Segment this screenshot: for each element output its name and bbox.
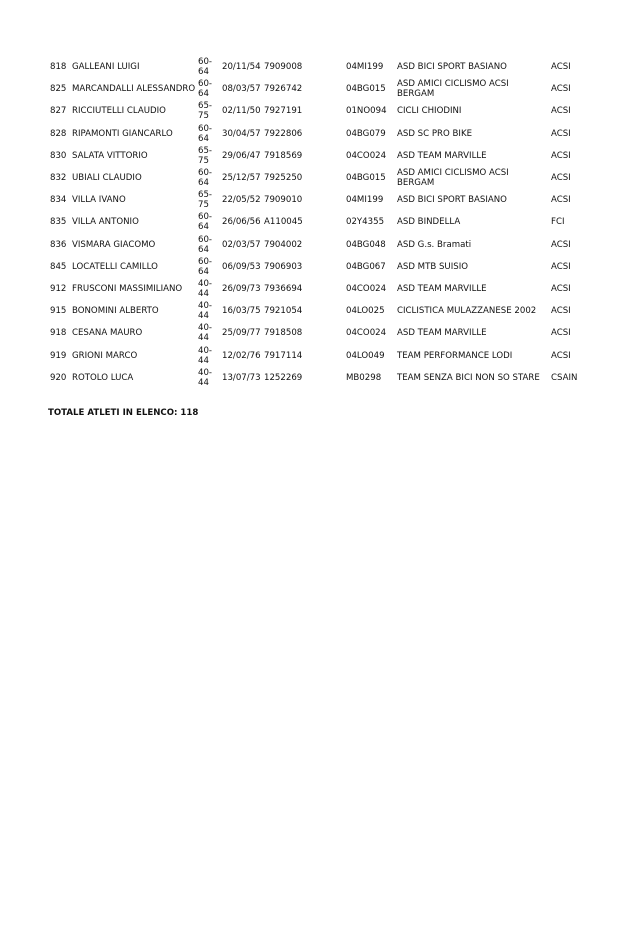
table-row	[0, 278, 630, 300]
card-number: 7909010	[264, 195, 303, 206]
table-row	[0, 123, 630, 145]
table-row	[0, 344, 630, 366]
athlete-number: 918	[50, 328, 67, 339]
team-code: 04BG048	[346, 239, 386, 250]
organization: ACSI	[551, 106, 571, 117]
card-number: A110045	[264, 217, 303, 228]
athlete-number: 830	[50, 150, 67, 161]
team-code: 01NO094	[346, 106, 387, 117]
team-name: TEAM PERFORMANCE LODI	[397, 350, 513, 361]
athlete-number: 915	[50, 306, 67, 317]
card-number: 7904002	[264, 239, 303, 250]
athlete-name: VISMARA GIACOMO	[72, 239, 156, 250]
athlete-number: 912	[50, 283, 67, 294]
table-row	[0, 145, 630, 167]
team-code: MB0298	[346, 372, 382, 383]
card-number: 7936694	[264, 283, 303, 294]
table-row	[0, 234, 630, 256]
birth-date: 02/03/57	[222, 239, 261, 250]
team-name: ASD MTB SUISIO	[397, 261, 469, 272]
card-number: 7917114	[264, 350, 303, 361]
card-number: 7922806	[264, 128, 303, 139]
total-athletes: TOTALE ATLETI IN ELENCO: 118	[48, 408, 199, 418]
athlete-number: 834	[50, 195, 67, 206]
organization: ACSI	[551, 328, 571, 339]
table-row	[0, 167, 630, 189]
category: 40- 44	[198, 278, 213, 299]
organization: FCI	[551, 217, 565, 228]
category: 60- 64	[198, 123, 213, 144]
organization: ACSI	[551, 84, 571, 95]
birth-date: 25/09/77	[222, 328, 261, 339]
team-name: ASD AMICI CICLISMO ACSI BERGAM	[397, 79, 509, 100]
organization: ACSI	[551, 261, 571, 272]
category: 60- 64	[198, 212, 213, 233]
athlete-name: VILLA IVANO	[72, 195, 126, 206]
team-code: 04BG015	[346, 84, 386, 95]
athlete-number: 827	[50, 106, 67, 117]
table-row	[0, 56, 630, 78]
birth-date: 22/05/52	[222, 195, 261, 206]
birth-date: 16/03/75	[222, 306, 261, 317]
athlete-number: 832	[50, 173, 67, 184]
birth-date: 13/07/73	[222, 372, 261, 383]
card-number: 7925250	[264, 173, 303, 184]
team-name: ASD SC PRO BIKE	[397, 128, 473, 139]
organization: ACSI	[551, 350, 571, 361]
athlete-name: VILLA ANTONIO	[72, 217, 139, 228]
card-number: 7909008	[264, 62, 303, 73]
athlete-name: SALATA VITTORIO	[72, 150, 148, 161]
birth-date: 29/06/47	[222, 150, 261, 161]
category: 40- 44	[198, 301, 213, 322]
team-name: ASD BINDELLA	[397, 217, 461, 228]
table-row	[0, 256, 630, 278]
athlete-name: RIPAMONTI GIANCARLO	[72, 128, 173, 139]
table-row	[0, 367, 630, 389]
organization: ACSI	[551, 150, 571, 161]
athlete-name: FRUSCONI MASSIMILIANO	[72, 283, 183, 294]
table-row	[0, 78, 630, 100]
table-row	[0, 211, 630, 233]
athlete-name: ROTOLO LUCA	[72, 372, 134, 383]
organization: ACSI	[551, 239, 571, 250]
team-name: ASD TEAM MARVILLE	[397, 283, 487, 294]
card-number: 7906903	[264, 261, 303, 272]
athlete-name: MARCANDALLI ALESSANDRO	[72, 84, 196, 95]
team-code: 04CO024	[346, 283, 387, 294]
team-code: 04BG079	[346, 128, 386, 139]
athlete-list	[0, 56, 630, 389]
category: 60- 64	[198, 79, 213, 100]
athlete-name: GRIONI MARCO	[72, 350, 138, 361]
team-name: ASD AMICI CICLISMO ACSI BERGAM	[397, 168, 509, 189]
table-row	[0, 322, 630, 344]
athlete-number: 828	[50, 128, 67, 139]
team-name: CICLI CHIODINI	[397, 106, 462, 117]
athlete-name: BONOMINI ALBERTO	[72, 306, 159, 317]
athlete-name: CESANA MAURO	[72, 328, 143, 339]
team-code: 04BG015	[346, 173, 386, 184]
athlete-name: LOCATELLI CAMILLO	[72, 261, 158, 272]
table-row	[0, 189, 630, 211]
birth-date: 30/04/57	[222, 128, 261, 139]
category: 65- 75	[198, 190, 213, 211]
birth-date: 06/09/53	[222, 261, 261, 272]
athlete-number: 919	[50, 350, 67, 361]
athlete-number: 835	[50, 217, 67, 228]
team-name: CICLISTICA MULAZZANESE 2002	[397, 306, 537, 317]
category: 65- 75	[198, 145, 213, 166]
category: 40- 44	[198, 323, 213, 344]
table-row	[0, 100, 630, 122]
organization: CSAIN	[551, 372, 578, 383]
team-name: ASD TEAM MARVILLE	[397, 150, 487, 161]
team-name: ASD G.s. Bramati	[397, 239, 472, 250]
organization: ACSI	[551, 173, 571, 184]
team-code: 04MI199	[346, 195, 384, 206]
card-number: 1252269	[264, 372, 303, 383]
team-name: ASD BICI SPORT BASIANO	[397, 62, 507, 73]
category: 60- 64	[198, 57, 213, 78]
athlete-name: GALLEANI LUIGI	[72, 62, 140, 73]
athlete-name: RICCIUTELLI CLAUDIO	[72, 106, 166, 117]
birth-date: 25/12/57	[222, 173, 261, 184]
team-code: 04CO024	[346, 328, 387, 339]
card-number: 7926742	[264, 84, 303, 95]
birth-date: 02/11/50	[222, 106, 261, 117]
table-row	[0, 300, 630, 322]
card-number: 7918569	[264, 150, 303, 161]
card-number: 7921054	[264, 306, 303, 317]
team-code: 04LO025	[346, 306, 385, 317]
organization: ACSI	[551, 195, 571, 206]
athlete-name: UBIALI CLAUDIO	[72, 173, 142, 184]
team-code: 04LO049	[346, 350, 385, 361]
athlete-number: 825	[50, 84, 67, 95]
card-number: 7927191	[264, 106, 303, 117]
team-code: 02Y4355	[346, 217, 385, 228]
category: 65- 75	[198, 101, 213, 122]
birth-date: 26/09/73	[222, 283, 261, 294]
athlete-number: 818	[50, 62, 67, 73]
birth-date: 12/02/76	[222, 350, 261, 361]
team-code: 04CO024	[346, 150, 387, 161]
organization: ACSI	[551, 128, 571, 139]
team-code: 04BG067	[346, 261, 386, 272]
team-name: ASD BICI SPORT BASIANO	[397, 195, 507, 206]
organization: ACSI	[551, 283, 571, 294]
category: 40- 44	[198, 345, 213, 366]
birth-date: 26/06/56	[222, 217, 261, 228]
category: 60- 64	[198, 168, 213, 189]
athlete-number: 920	[50, 372, 67, 383]
category: 60- 64	[198, 256, 213, 277]
organization: ACSI	[551, 62, 571, 73]
category: 40- 44	[198, 367, 213, 388]
category: 60- 64	[198, 234, 213, 255]
card-number: 7918508	[264, 328, 303, 339]
organization: ACSI	[551, 306, 571, 317]
athlete-number: 836	[50, 239, 67, 250]
athlete-number: 845	[50, 261, 67, 272]
birth-date: 08/03/57	[222, 84, 261, 95]
team-name: ASD TEAM MARVILLE	[397, 328, 487, 339]
team-name: TEAM SENZA BICI NON SO STARE	[397, 372, 540, 383]
team-code: 04MI199	[346, 62, 384, 73]
birth-date: 20/11/54	[222, 62, 261, 73]
